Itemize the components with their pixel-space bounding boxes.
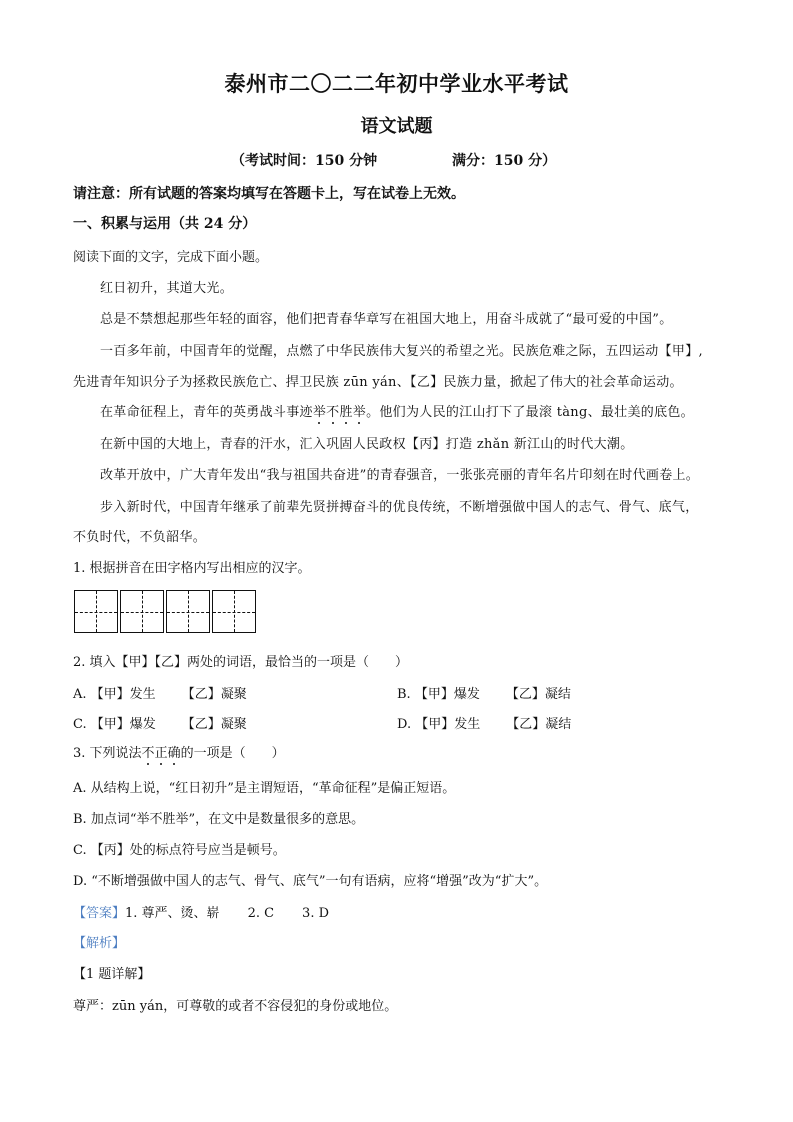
passage-paragraph-3-line-2: 先进青年知识分子为拯救民族危亡、捍卫民族 zūn yán、【乙】民族力量，掀起了伟大的社会革命运动。 <box>73 375 683 390</box>
option-yi: 【乙】凝结 <box>506 717 572 732</box>
question-1-detail-text: 尊严：zūn yán，可尊敬的或者不容侵犯的身份或地位。 <box>73 999 398 1014</box>
question-3-stem <box>73 742 285 761</box>
exam-notice: 请注意：所有试题的答案均填写在答题卡上，写在试卷上无效。 <box>73 186 465 202</box>
option-jia: 【甲】发生 <box>415 717 481 732</box>
emphasis-char: 正 <box>154 746 168 761</box>
section-heading: 一、积累与运用（共 24 分） <box>73 216 257 232</box>
passage-paragraph-4 <box>100 401 694 420</box>
question-2-option-b[interactable] <box>397 683 571 702</box>
emphasis-char: 不 <box>326 405 340 420</box>
answer-3: 3. D <box>302 906 330 921</box>
question-3-option-b[interactable]: B. 加点词“举不胜举”，在文中是数量很多的意思。 <box>73 812 365 827</box>
emphasis-char: 举 <box>352 405 367 420</box>
section-instruction: 阅读下面的文字，完成下面小题。 <box>73 250 269 265</box>
emphasis-char: 不 <box>141 746 155 761</box>
question-3-option-a[interactable]: A. 从结构上说，“红日初升”是主谓短语，“革命征程”是偏正短语。 <box>73 781 456 796</box>
answer-1: 1. 尊严、烫、崭 <box>125 906 220 921</box>
passage-paragraph-1: 红日初升，其道大光。 <box>100 281 234 296</box>
passage-paragraph-6: 改革开放中，广大青年发出“我与祖国共奋进”的青春强音，一张张亮丽的青年名片印刻在时代画卷上。 <box>100 468 700 483</box>
option-label: A. <box>73 687 87 702</box>
tianzige-cell[interactable] <box>74 590 118 633</box>
answer-line <box>73 902 329 921</box>
emphasis-char: 确 <box>167 746 181 761</box>
q3-stem-before: 3. 下列说法 <box>73 746 142 761</box>
question-2-option-c[interactable] <box>73 713 247 732</box>
q3-stem-after: 的一项是（ ） <box>180 746 285 761</box>
tianzige-grid <box>74 590 256 633</box>
tianzige-cell[interactable] <box>212 590 256 633</box>
question-2-option-d[interactable] <box>397 713 571 732</box>
passage-paragraph-3-line-1: 一百多年前，中国青年的觉醒，点燃了中华民族伟大复兴的希望之光。民族危难之际，五四运动【甲】, <box>100 344 703 359</box>
passage-paragraph-5: 在新中国的大地上，青春的汗水，汇入巩固人民政权【丙】打造 zhǎn 新江山的时代大潮。 <box>100 437 634 452</box>
passage-paragraph-2: 总是不禁想起那些年轻的面容，他们把青春华章写在祖国大地上，用奋斗成就了“最可爱的中国”。 <box>100 312 673 327</box>
emphasis-char: 胜 <box>339 405 353 420</box>
passage-paragraph-7-line-1: 步入新时代，中国青年继承了前辈先贤拼搏奋斗的优良传统，不断增强做中国人的志气、骨气、底气， <box>100 500 699 515</box>
tianzige-cell[interactable] <box>166 590 210 633</box>
question-2-stem: 2. 填入【甲】【乙】两处的词语，最恰当的一项是（ ） <box>73 655 409 670</box>
p4-text-before: 在革命征程上，青年的英勇战斗事迹 <box>100 405 313 420</box>
answer-label: 【答案】 <box>73 906 126 921</box>
analysis-label: 【解析】 <box>73 936 126 951</box>
option-yi: 【乙】凝结 <box>505 687 571 702</box>
question-1-detail-label: 【1 题详解】 <box>73 967 151 982</box>
option-label: C. <box>73 717 87 732</box>
full-score: 满分：150 分） <box>452 153 557 169</box>
tianzige-cell[interactable] <box>120 590 164 633</box>
exam-time: （考试时间：150 分钟 <box>231 153 378 169</box>
question-1-stem: 1. 根据拼音在田字格内写出相应的汉字。 <box>73 561 311 576</box>
document-title: 泰州市二〇二二年初中学业水平考试 <box>224 71 569 96</box>
document-subtitle: 语文试题 <box>360 116 433 137</box>
answer-2: 2. C <box>247 906 275 921</box>
option-jia: 【甲】爆发 <box>90 717 156 732</box>
option-label: B. <box>397 687 411 702</box>
p4-text-after: 。他们为人民的江山打下了最滚 tàng、最壮美的底色。 <box>366 405 694 420</box>
option-label: D. <box>397 717 412 732</box>
option-yi: 【乙】凝聚 <box>181 687 247 702</box>
passage-paragraph-7-line-2: 不负时代，不负韶华。 <box>73 530 207 545</box>
question-3-option-c[interactable]: C. 【丙】处的标点符号应当是顿号。 <box>73 843 286 858</box>
question-2-option-a[interactable] <box>73 683 247 702</box>
option-jia: 【甲】发生 <box>90 687 156 702</box>
emphasis-char: 举 <box>312 405 327 420</box>
option-jia: 【甲】爆发 <box>414 687 480 702</box>
question-3-option-d[interactable]: D. “不断增强做中国人的志气、骨气、底气”一句有语病，应将“增强”改为“扩大”。 <box>73 874 548 889</box>
option-yi: 【乙】凝聚 <box>181 717 247 732</box>
